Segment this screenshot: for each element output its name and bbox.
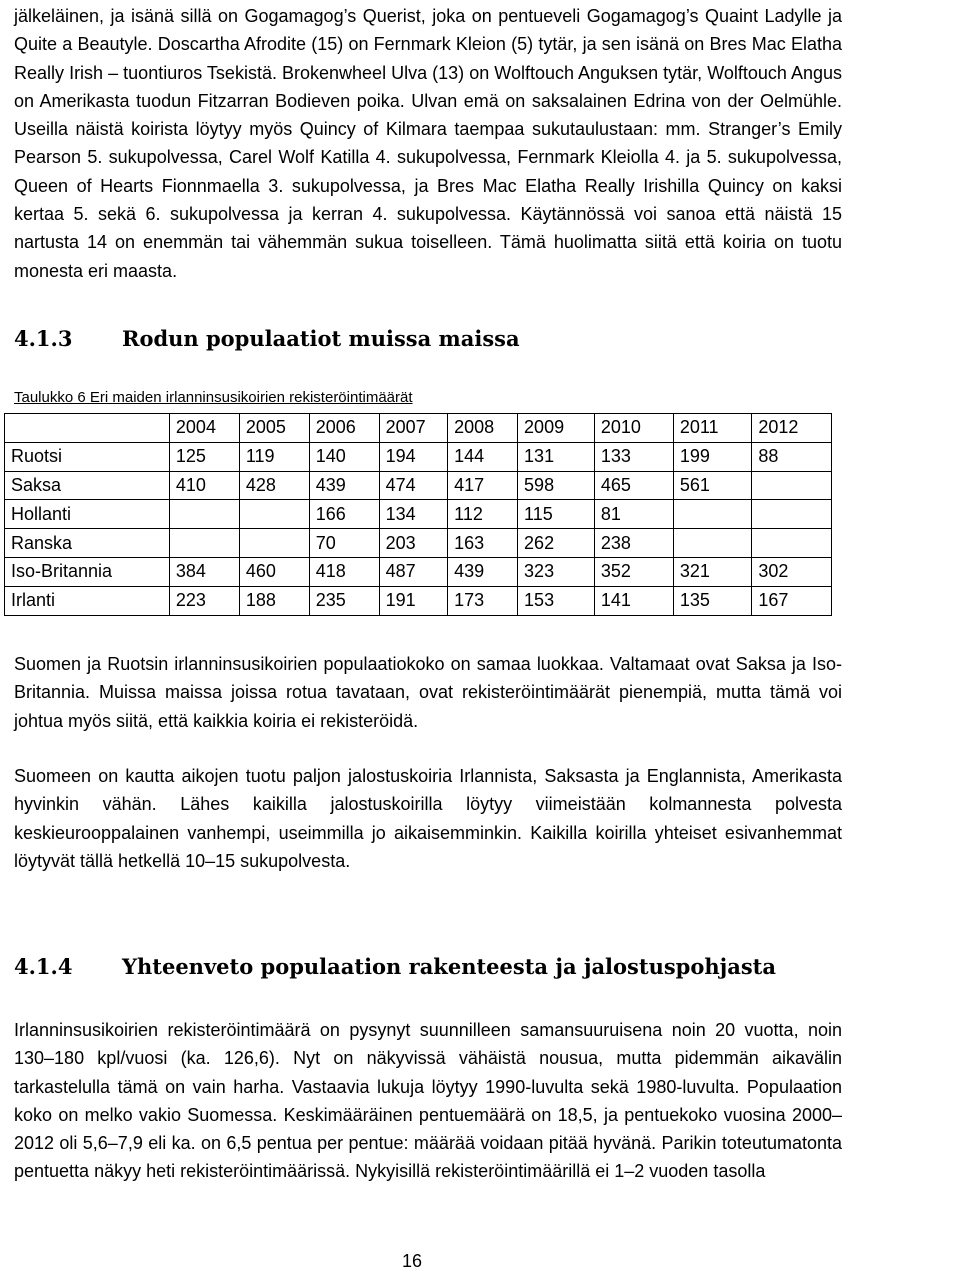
section-number: 4.1.3 <box>14 326 73 351</box>
country-cell: Ranska <box>5 529 170 558</box>
value-cell: 238 <box>594 529 673 558</box>
page-number: 16 <box>402 1251 423 1271</box>
value-cell: 323 <box>518 557 595 586</box>
value-cell: 125 <box>169 442 239 471</box>
value-cell: 112 <box>448 500 518 529</box>
value-cell: 428 <box>239 471 309 500</box>
value-cell: 191 <box>379 586 448 615</box>
value-cell: 439 <box>309 471 379 500</box>
value-cell: 81 <box>594 500 673 529</box>
value-cell: 262 <box>518 529 595 558</box>
value-cell <box>169 500 239 529</box>
imports-paragraph: Suomeen on kautta aikojen tuotu paljon jalostuskoiria Irlannista, Saksasta ja Englannista, Amerikasta hyvinkin vähän. Lähes kaikilla jalostuskoirilla löytyy viimeistään kolmannesta polvesta keskieurooppalainen vanhempi, useimmilla jo aikaisemminkin. Kaikilla koirilla yhteiset esivanhemmat löytyvät tällä hetkellä 10–15 sukupolvesta. <box>14 766 842 871</box>
value-cell: 417 <box>448 471 518 500</box>
section-heading-4-1-3 <box>14 326 520 351</box>
value-cell <box>673 529 752 558</box>
value-cell <box>239 529 309 558</box>
value-cell <box>752 500 832 529</box>
value-cell: 203 <box>379 529 448 558</box>
value-cell: 119 <box>239 442 309 471</box>
year-header-cell: 2007 <box>379 414 448 443</box>
table-row <box>5 442 832 471</box>
table-corner-cell <box>5 414 170 443</box>
value-cell: 188 <box>239 586 309 615</box>
value-cell: 199 <box>673 442 752 471</box>
table-caption: Taulukko 6 Eri maiden irlanninsusikoirien rekisteröintimäärät <box>14 389 413 406</box>
value-cell <box>169 529 239 558</box>
value-cell: 133 <box>594 442 673 471</box>
value-cell: 88 <box>752 442 832 471</box>
value-cell: 418 <box>309 557 379 586</box>
value-cell: 166 <box>309 500 379 529</box>
value-cell: 598 <box>518 471 595 500</box>
value-cell: 134 <box>379 500 448 529</box>
value-cell: 144 <box>448 442 518 471</box>
table-row <box>5 586 832 615</box>
value-cell: 561 <box>673 471 752 500</box>
registration-table <box>4 413 832 616</box>
populations-paragraph: Suomen ja Ruotsin irlanninsusikoirien populaatiokoko on samaa luokkaa. Valtamaat ovat Saksa ja Iso-Britannia. Muissa maissa joissa rotua tavataan, ovat rekisteröintimäärät pienempiä, mutta tämä voi johtua myös siitä, että kaikkia koiria ei rekisteröidä. <box>14 654 842 731</box>
value-cell: 474 <box>379 471 448 500</box>
value-cell: 153 <box>518 586 595 615</box>
year-header-cell: 2004 <box>169 414 239 443</box>
value-cell: 115 <box>518 500 595 529</box>
country-cell: Saksa <box>5 471 170 500</box>
country-cell: Hollanti <box>5 500 170 529</box>
country-cell: Ruotsi <box>5 442 170 471</box>
year-header-cell: 2005 <box>239 414 309 443</box>
section-number: 4.1.4 <box>14 954 73 979</box>
country-cell: Iso-Britannia <box>5 557 170 586</box>
value-cell: 384 <box>169 557 239 586</box>
section-title: Rodun populaatiot muissa maissa <box>122 326 520 351</box>
value-cell <box>752 529 832 558</box>
section-heading-4-1-4 <box>14 954 776 979</box>
value-cell: 141 <box>594 586 673 615</box>
value-cell: 163 <box>448 529 518 558</box>
table-row <box>5 557 832 586</box>
table-row <box>5 529 832 558</box>
year-header-cell: 2006 <box>309 414 379 443</box>
table-row <box>5 500 832 529</box>
value-cell: 235 <box>309 586 379 615</box>
year-header-cell: 2008 <box>448 414 518 443</box>
year-header-cell: 2010 <box>594 414 673 443</box>
table-row <box>5 471 832 500</box>
value-cell: 194 <box>379 442 448 471</box>
value-cell: 167 <box>752 586 832 615</box>
year-header-cell: 2009 <box>518 414 595 443</box>
section-title: Yhteenveto populaation rakenteesta ja jalostuspohjasta <box>122 954 776 979</box>
value-cell: 352 <box>594 557 673 586</box>
year-header-cell: 2011 <box>673 414 752 443</box>
summary-paragraph: Irlanninsusikoirien rekisteröintimäärä on pysynyt suunnilleen samansuuruisena noin 20 vuotta, noin 130–180 kpl/vuosi (ka. 126,6). Nyt on näkyvissä vähäistä nousua, mutta pidemmän aikavälin tarkastelulla tämä on vain harha. Vastaavia lukuja löytyy 1990-luvulta sekä 1980-luvulta. Populaation koko on melko vakio Suomessa. Keskimääräinen pentuemäärä on 18,5, ja pentuekoko vuosina 2000–2012 oli 5,6–7,9 eli ka. on 6,5 pentua per pentue: määrää voidaan pitää hyvänä. Parikin toteutumatonta pentuetta näkyy heti rekisteröintimäärissä. Nykyisillä rekisteröintimäärillä ei 1–2 vuoden tasolla <box>14 1020 842 1182</box>
value-cell: 465 <box>594 471 673 500</box>
value-cell <box>239 500 309 529</box>
value-cell: 140 <box>309 442 379 471</box>
value-cell: 135 <box>673 586 752 615</box>
year-header-cell: 2012 <box>752 414 832 443</box>
value-cell: 439 <box>448 557 518 586</box>
value-cell: 173 <box>448 586 518 615</box>
intro-paragraph: jälkeläinen, ja isänä sillä on Gogamagog’s Querist, joka on pentueveli Gogamagog’s Quaint Ladylle ja Quite a Beautyle. Doscartha Afrodite (15) on Fernmark Kleion (5) tytär, ja sen isänä on Bres Mac Elatha Really Irish – tuontiuros Tsekistä. Brokenwheel Ulva (13) on Wolftouch Anguksen tytär, Wolftouch Angus on Amerikasta tuodun Fitzarran Bodieven poika. Ulvan emä on saksalainen Edrina von der Oelmühle. Useilla näistä koirista löytyy myös Quincy of Kilmara taempaa sukutaulustaan: mm. Stranger’s Emily Pearson 5. sukupolvessa, Carel Wolf Katilla 4. sukupolvessa, Fernmark Kleiolla 4. ja 5. sukupolvessa, Queen of Hearts Fionnmaella 3. sukupolvessa, ja Bres Mac Elatha Really Irishilla Quincy on kaksi kertaa 5. sekä 6. sukupolvessa ja kerran 4. sukupolvessa. Käytännössä voi sanoa että näistä 15 nartusta 14 on enemmän tai vähemmän sukua toiselleen. Tämä huolimatta siitä että koiria on tuotu monesta eri maasta. <box>14 6 842 281</box>
value-cell <box>752 471 832 500</box>
value-cell: 223 <box>169 586 239 615</box>
value-cell <box>673 500 752 529</box>
value-cell: 302 <box>752 557 832 586</box>
value-cell: 460 <box>239 557 309 586</box>
value-cell: 487 <box>379 557 448 586</box>
country-cell: Irlanti <box>5 586 170 615</box>
table-header-row <box>5 414 832 443</box>
value-cell: 410 <box>169 471 239 500</box>
value-cell: 131 <box>518 442 595 471</box>
value-cell: 70 <box>309 529 379 558</box>
value-cell: 321 <box>673 557 752 586</box>
